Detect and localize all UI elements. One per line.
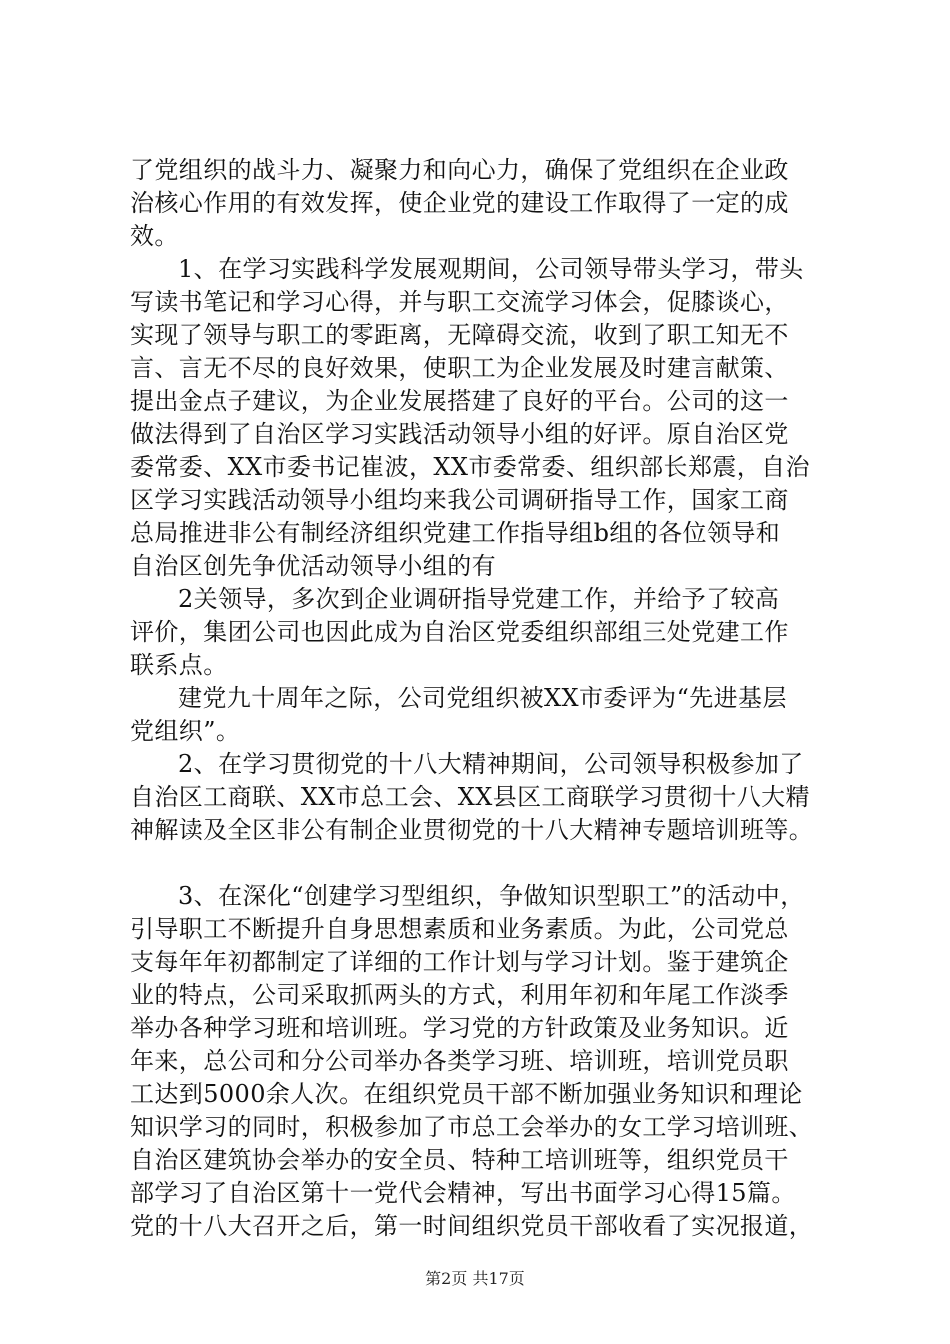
paragraph-start-line: 3、在深化“创建学习型组织，争做知识型职工”的活动中， [178, 882, 805, 910]
document-body [130, 154, 832, 1243]
text-line: 举办各种学习班和培训班。学习党的方针政策及业务知识。近 [130, 1014, 789, 1042]
text-line: 做法得到了自治区学习实践活动领导小组的好评。原自治区党 [130, 420, 789, 448]
text-line: 总局推进非公有制经济组织党建工作指导组b组的各位领导和 [130, 519, 781, 547]
text-line: 写读书笔记和学习心得，并与职工交流学习体会，促膝谈心， [130, 288, 789, 316]
text-line: 自治区创先争优活动领导小组的有 [130, 552, 496, 580]
text-line: 知识学习的同时，积极参加了市总工会举办的女工学习培训班、 [130, 1113, 814, 1141]
text-line: 支每年年初都制定了详细的工作计划与学习计划。鉴于建筑企 [130, 948, 789, 976]
text-line: 委常委、XX市委书记崔波，XX市委常委、组织部长郑震，自治 [130, 453, 810, 481]
text-line: 神解读及全区非公有制企业贯彻党的十八大精神专题培训班等。 [130, 816, 814, 844]
text-line: 自治区建筑协会举办的安全员、特种工培训班等，组织党员干 [130, 1146, 789, 1174]
text-line: 效。 [130, 222, 179, 250]
text-line: 了党组织的战斗力、凝聚力和向心力，确保了党组织在企业政 [130, 156, 789, 184]
text-line: 区学习实践活动领导小组均来我公司调研指导工作，国家工商 [130, 486, 789, 514]
text-line: 工达到5000余人次。在组织党员干部不断加强业务知识和理论 [130, 1080, 803, 1108]
text-line: 言、言无不尽的良好效果，使职工为企业发展及时建言献策、 [130, 354, 789, 382]
text-line: 提出金点子建议，为企业发展搭建了良好的平台。公司的这一 [130, 387, 789, 415]
text-line: 年来，总公司和分公司举办各类学习班、培训班，培训党员职 [130, 1047, 789, 1075]
paragraph-start-line: 2关领导，多次到企业调研指导党建工作，并给予了较高 [178, 585, 780, 613]
text-line: 评价，集团公司也因此成为自治区党委组织部组三处党建工作 [130, 618, 789, 646]
text-line: 治核心作用的有效发挥，使企业党的建设工作取得了一定的成 [130, 189, 789, 217]
text-line: 联系点。 [130, 651, 228, 679]
text-line: 引导职工不断提升自身思想素质和业务素质。为此，公司党总 [130, 915, 789, 943]
text-line: 党的十八大召开之后，第一时间组织党员干部收看了实况报道， [130, 1212, 814, 1240]
text-line: 自治区工商联、XX市总工会、XX县区工商联学习贯彻十八大精 [130, 783, 810, 811]
paragraph-start-line: 建党九十周年之际，公司党组织被XX市委评为“先进基层 [178, 684, 787, 712]
paragraph-start-line: 2、在学习贯彻党的十八大精神期间，公司领导积极参加了 [178, 750, 804, 778]
page-number-footer: 第2页 共17页 [425, 1269, 525, 1288]
text-line: 业的特点，公司采取抓两头的方式，利用年初和年尾工作淡季 [130, 981, 789, 1009]
text-line: 实现了领导与职工的零距离，无障碍交流，收到了职工知无不 [130, 321, 789, 349]
paragraph-gap [130, 847, 832, 880]
text-line: 部学习了自治区第十一党代会精神，写出书面学习心得15篇。 [130, 1179, 796, 1207]
paragraph-start-line: 1、在学习实践科学发展观期间，公司领导带头学习，带头 [178, 255, 804, 283]
text-line: 党组织”。 [130, 717, 241, 745]
